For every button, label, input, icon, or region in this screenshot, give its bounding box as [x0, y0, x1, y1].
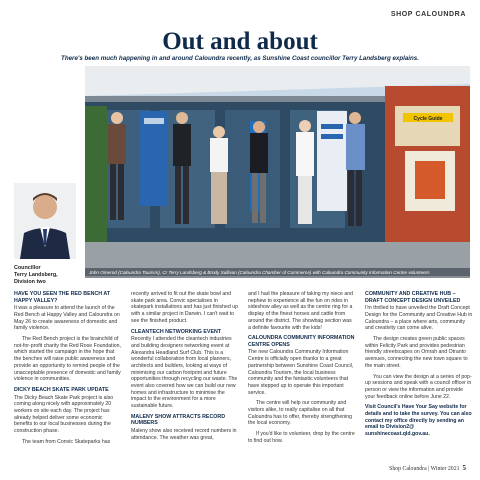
paragraph: The team from Convic Skateparks has: [22, 438, 111, 445]
paragraph: The centre will help our community and visitors alike, to really capitalise on all that Caloundra has to offer, thereby strengthening the local economy.: [248, 400, 353, 427]
article-title: Out and about: [162, 28, 318, 55]
paragraph: The Red Bench project is the brainchild of not-for-profit charity the Red Rose Foundation, which started the campaign in the hope that the benches will raise public awareness and provide an opportunity to remind people of the unacceptable presence of domestic and family violence in communities.: [14, 336, 121, 383]
heading-cleantech: CLEANTECH NETWORKING EVENT: [131, 328, 222, 335]
paragraph: You can view the design at a series of pop-up sessions and speak with a council officer in person or view the information and provide your feedback online before June 22.: [365, 373, 472, 400]
photo-caption: John Omerod (Caloundra Tourism), Cr Terry Landsberg & Brody Sullivan (Caloundra Chamber of Commerce) with Caloundra Community Information Centre volunteers: [85, 268, 470, 278]
portrait-caption: [14, 265, 84, 286]
article-column-4: [365, 291, 473, 442]
article-column-2: [131, 291, 239, 445]
heading-skate-park: DICKY BEACH SKATE PARK UPDATE: [14, 386, 109, 393]
paragraph: Maleny show also received record numbers in attendance. The weather was great,: [131, 428, 237, 441]
section-header: SHOP CALOUNDRA: [390, 11, 466, 18]
heading-red-bench: HAVE YOU SEEN THE RED BENCH AT HAPPY VALLEY?: [14, 291, 111, 304]
heading-maleny-show: MALENY SHOW ATTRACTS RECORD NUMBERS: [131, 413, 226, 427]
cycle-guide-sign: Cycle Guide: [413, 116, 443, 122]
paragraph: I'm thrilled to have unveiled the Draft Concept Design for the Community and Creative Hub in Caloundra – a place where arts, community and creativity can come alive.: [365, 305, 473, 332]
councillor-portrait: [14, 183, 76, 259]
portrait-caption-line-3: Division two: [14, 279, 46, 285]
portrait-caption-line-1: Councillor: [14, 265, 41, 271]
paragraph: The Dicky Beach Skate Park project is also coming along nicely with approximately 20 workers on site each day. The project has already helped deliver some economic benefits to our local businesses during the construction phase.: [14, 394, 114, 435]
heading-info-centre: CALOUNDRA COMMUNITY INFORMATION CENTRE OPENS: [248, 335, 355, 348]
paragraph: If you'd like to volunteer, drop by the centre to find out how.: [248, 431, 355, 444]
footer-text: Shop Caloundra | Winter 2021: [389, 466, 460, 472]
article-column-3: [248, 291, 356, 449]
have-your-say-callout: Visit Council's Have Your Say website for details and to take the survey. You can also contact my office directly by sending an email to Division2@ sunshinecoast.qld.gov.au.: [365, 404, 472, 438]
page-number: 5: [462, 464, 466, 472]
paragraph: The design creates green public spaces within Felicity Park and provides pedestrian friendly streetscapes on Omrah and Otranto avenues, connecting the new town square to the main street.: [365, 336, 468, 369]
paragraph: It was a pleasure to attend the launch of the Red Bench at Happy Valley and Caloundra on May 26 to create awareness of domestic and family violence.: [14, 305, 120, 332]
paragraph: and I had the pleasure of taking my niece and nephew to experience all the fun on rides in sideshow alley as well as the centre ring for a display of the finest horses and cattle from around the district. The showbag section was a definite favourite with the kids!: [248, 291, 353, 331]
paragraph: The new Caloundra Community Information Centre is officially open thanks to a great partnership between Sunshine Coast Council, Caloundra Tourism, the local business community and the fantastic volunteers that have stepped up to operate this important service.: [248, 349, 354, 396]
paragraph: Recently I attended the cleantech industries and building designers networking event at Alexandra Headland Surf Club. This is a wonderful collaboration from local planners, architects and builders, looking at ways of minimising our carbon footprint and future opportunities through recycling our waste. The event also covered how we can build our new homes and infrastructure to minimise the impact to the environment for a more sustainable future.: [131, 336, 238, 410]
article-column-1: [14, 291, 122, 449]
article-subtitle: There's been much happening in and around Caloundra recently, as Sunshine Coast councillor Terry Landsberg explains.: [61, 55, 419, 62]
page-footer: [389, 464, 466, 472]
paragraph: recently arrived to fit out the skate bowl and skate park area. Convic specialises in skatepark installations and has just finished up with a similar project in Darwin. I can't wait to see the finished product.: [131, 291, 238, 324]
heading-creative-hub: COMMUNITY AND CREATIVE HUB – DRAFT CONCEPT DESIGN UNVEILED: [365, 291, 461, 304]
group-photo: [85, 66, 470, 276]
portrait-caption-line-2: Terry Landsberg,: [14, 272, 58, 278]
